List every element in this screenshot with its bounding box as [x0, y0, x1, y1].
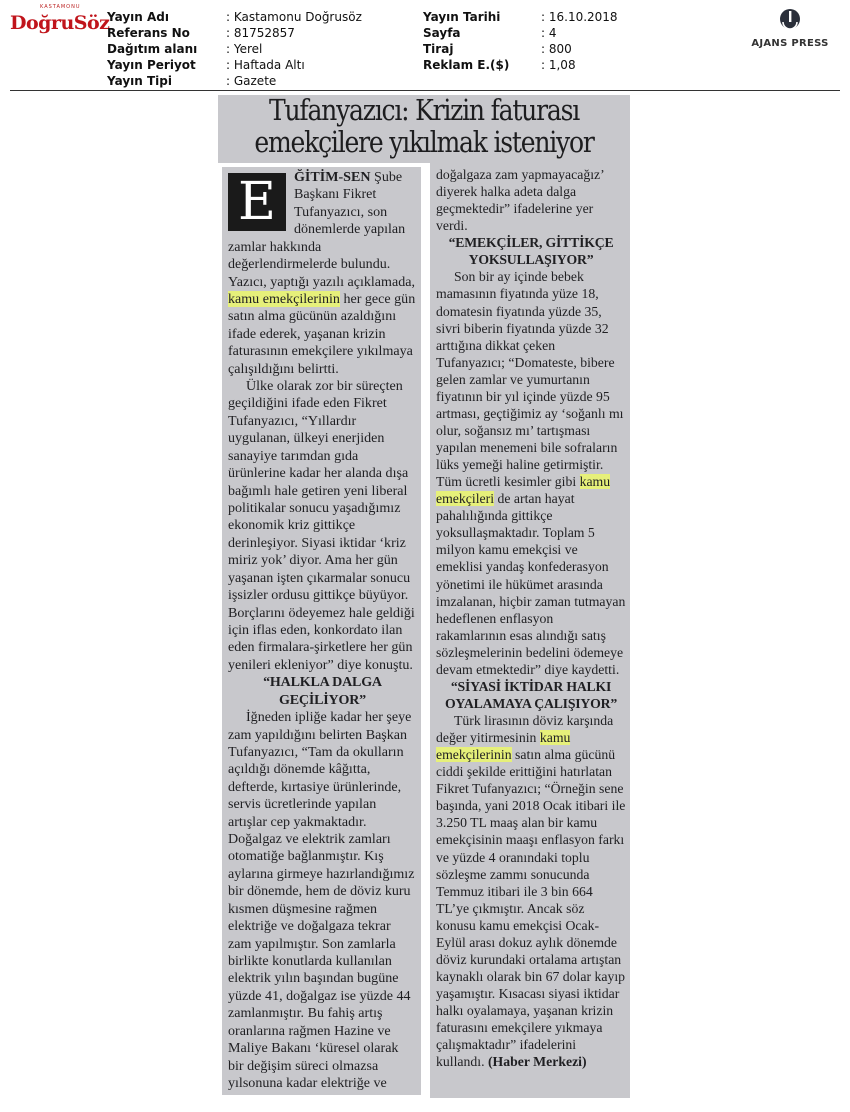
paragraph-6-b: satın alma gücünü ciddi şekilde erittiğini hatırlatan Fikret Tufanyazıcı; “Örneğin sene başında, yani 2018 Ocak itibari ile 3.250 TL maaş alan bir kamu emekçisinin maaşı enflasyon farkı ve yüzde 4 oranındaki toplu sözleşme zammı sonucunda Temmuz itibari ile 3 bin 664 TL’ye çıkmıştır. Ancak söz konusu kamu emekçisi Ocak-Eylül arası dokuz aylık dönemde döviz kurundaki ortalama artıştan kaynaklı olarak bin 67 dolar kayıp yaşamıştır. Kısacası siyasi iktidar halkı oyalamaya, yaşanan krizin faturasını emekçilere yıkmaya çalışmaktadır” ifadelerini kullandı. — [436, 747, 626, 1070]
highlight-term: kamu emekçilerinin — [436, 730, 571, 763]
logo-name: DoğruSöz — [10, 12, 110, 34]
meta-value: : Yerel — [226, 42, 263, 56]
meta-label: Reklam E.($) — [423, 58, 510, 72]
agency-emblem-icon — [779, 8, 801, 30]
meta-value: : Haftada Altı — [226, 58, 305, 72]
meta-values-right — [541, 9, 618, 73]
highlight-term: kamu emekçilerinin — [228, 290, 340, 307]
paragraph-2: Ülke olarak zor bir süreçten geçildiğini ifade eden Fikret Tufanyazıcı, “Yıllardır uygulanan, ülkeyi enerjiden sanayiye tarımdan gıda ürünlerine kadar her alanda dışa bağımlı hale getiren yeni liberal politikalar sonucu yaşadığımız ekonomik kriz gittikçe derinleşiyor. Siyasi iktidar ‘kriz miriz yok’ diyor. Ama her gün yaşanan işten çıkarmalar sonucu işsizler ordusu gittikçe büyüyor. Borçlarını ödeyemez hale geldiği için iflas eden, konkordato ilan eden firmalara-şirketlere her gün yenileri ekleniyor” diye konuştu. — [228, 378, 415, 673]
meta-value: : Gazete — [226, 74, 277, 88]
byline: (Haber Merkezi) — [487, 1054, 587, 1070]
meta-values-left — [226, 9, 362, 89]
article-headline — [218, 95, 630, 163]
article-column-2 — [430, 162, 630, 1098]
meta-labels-left — [107, 9, 197, 89]
header-divider — [10, 90, 840, 91]
meta-value: : 1,08 — [541, 58, 576, 72]
subheading-2: “EMEKÇİLER, GİTTİKÇE YOKSULLAŞIYOR” — [448, 235, 614, 268]
meta-label: Tiraj — [423, 42, 454, 56]
meta-label: Yayın Periyot — [107, 58, 196, 72]
paragraph-5-b: de artan hayat pahalılığında gittikçe yoksullaşmaktadır. Toplam 5 milyon kamu emekçisi ve emeklisi yandaş konfederasyon yönetimi ile hükümet arasında imzalanan, hiçbir zaman tutmayan hedeflenen enflasyon rakamlarının esas alındığı satış sözleşmelerinin bedelini ödemeye devam etmektedir” diye kaydetti. — [436, 491, 626, 677]
logo-city: KASTAMONU — [40, 4, 81, 10]
paragraph-4: doğalgaza zam yapmayacağız’ diyerek halka adeta dalga geçmektedir” ifadelerine yer verdi. — [436, 167, 604, 234]
meta-labels-right — [423, 9, 509, 73]
subheading-1: “HALKLA DALGA GEÇİLİYOR” — [263, 674, 382, 708]
paragraph-6-a: Türk lirasının döviz karşında değer yitirmesinin — [436, 713, 614, 746]
newspaper-logo — [10, 4, 110, 44]
meta-label: Yayın Tarihi — [423, 10, 501, 24]
meta-label: Yayın Adı — [107, 10, 169, 24]
paragraph-5-a: Son bir ay içinde bebek mamasının fiyatında yüze 18, domatesin fiyatında yüzde 35, sivri biberin fiyatında yüzde 32 arttığına dikkat çeken Tufanyazıcı; “Domateste, bibere gelen zamlar ve yumurtanın fiyatının bir yıl içinde yüzde 95 artması, geçtiğimiz ay ‘soğanlı mı olur, soğansız mı’ tartışması yapılan menemeni bile sofraların lüks yemeği haline getirmiştir. Tüm ücretli kesimler gibi — [436, 269, 624, 490]
meta-value: : 800 — [541, 42, 572, 56]
meta-value: : 4 — [541, 26, 557, 40]
paragraph-3: İğneden ipliğe kadar her şeye zam yapıldığını belirten Başkan Tufanyazıcı, “Tam da okulların açıldığı dönemde kâğıtta, defterde, kırtasiye ürünlerinde, servis ücretlerinde yapılan artışlar cep yakmaktadır. Doğalgaz ve elektrik zamları otomatiğe bağlanmıştır. Kış aylarına girmeye hazırlandığımız bir dönemde, hem de döviz kuru kısmen düşmesine rağmen elektriğe ve doğalgaza tekrar zam yapılmıştır. Son zamlarla birlikte konutlarda kullanılan elektrik yılın başından bugüne yüzde 41, doğalgaz ise yüzde 44 zamlanmıştır. Bu fahiş artış oranlarına rağmen Hazine ve Maliye Bakanı ‘küresel olarak bir değişim süreci olmazsa yılsonuna kadar elektriğe ve — [228, 709, 415, 1091]
headline-line-2: emekçilere yıkılmak isteniyor — [254, 126, 594, 159]
lead-text: Şube Başkanı Fikret Tufanyazıcı, son dönemlerde yapılan zamlar hakkında değerlendirmelerde bulundu. Yazıcı, yaptığı yazılı açıklamada, — [228, 169, 415, 290]
headline-line-1: Tufanyazıcı: Krizin faturası — [268, 94, 580, 127]
meta-label: Dağıtım alanı — [107, 42, 198, 56]
agency-name: AJANS PRESS — [751, 38, 829, 49]
subheading-3: “SİYASİ İKTİDAR HALKI OYALAMAYA ÇALIŞIYOR” — [444, 678, 618, 711]
agency-logo — [740, 8, 840, 50]
highlight-term: kamu emekçileri — [436, 474, 611, 507]
article-column-1 — [222, 167, 421, 1095]
meta-value: : 16.10.2018 — [541, 10, 618, 24]
meta-value: : Kastamonu Doğrusöz — [226, 10, 362, 24]
meta-value: : 81752857 — [226, 26, 295, 40]
meta-label: Referans No — [107, 26, 190, 40]
drop-cap: E — [228, 173, 286, 231]
paragraph-6 — [436, 712, 626, 1070]
meta-label: Sayfa — [423, 26, 461, 40]
paragraph-5 — [436, 268, 626, 678]
lead-bold: ĞİTİM-SEN — [294, 169, 371, 185]
meta-label: Yayın Tipi — [107, 74, 172, 88]
paragraph-1-rest: her gece gün satın alma gücünün azaldığını ifade ederek, yaşanan krizin faturasının emekçilere yıkılmaya çalışıldığını belirtti. — [228, 290, 416, 377]
